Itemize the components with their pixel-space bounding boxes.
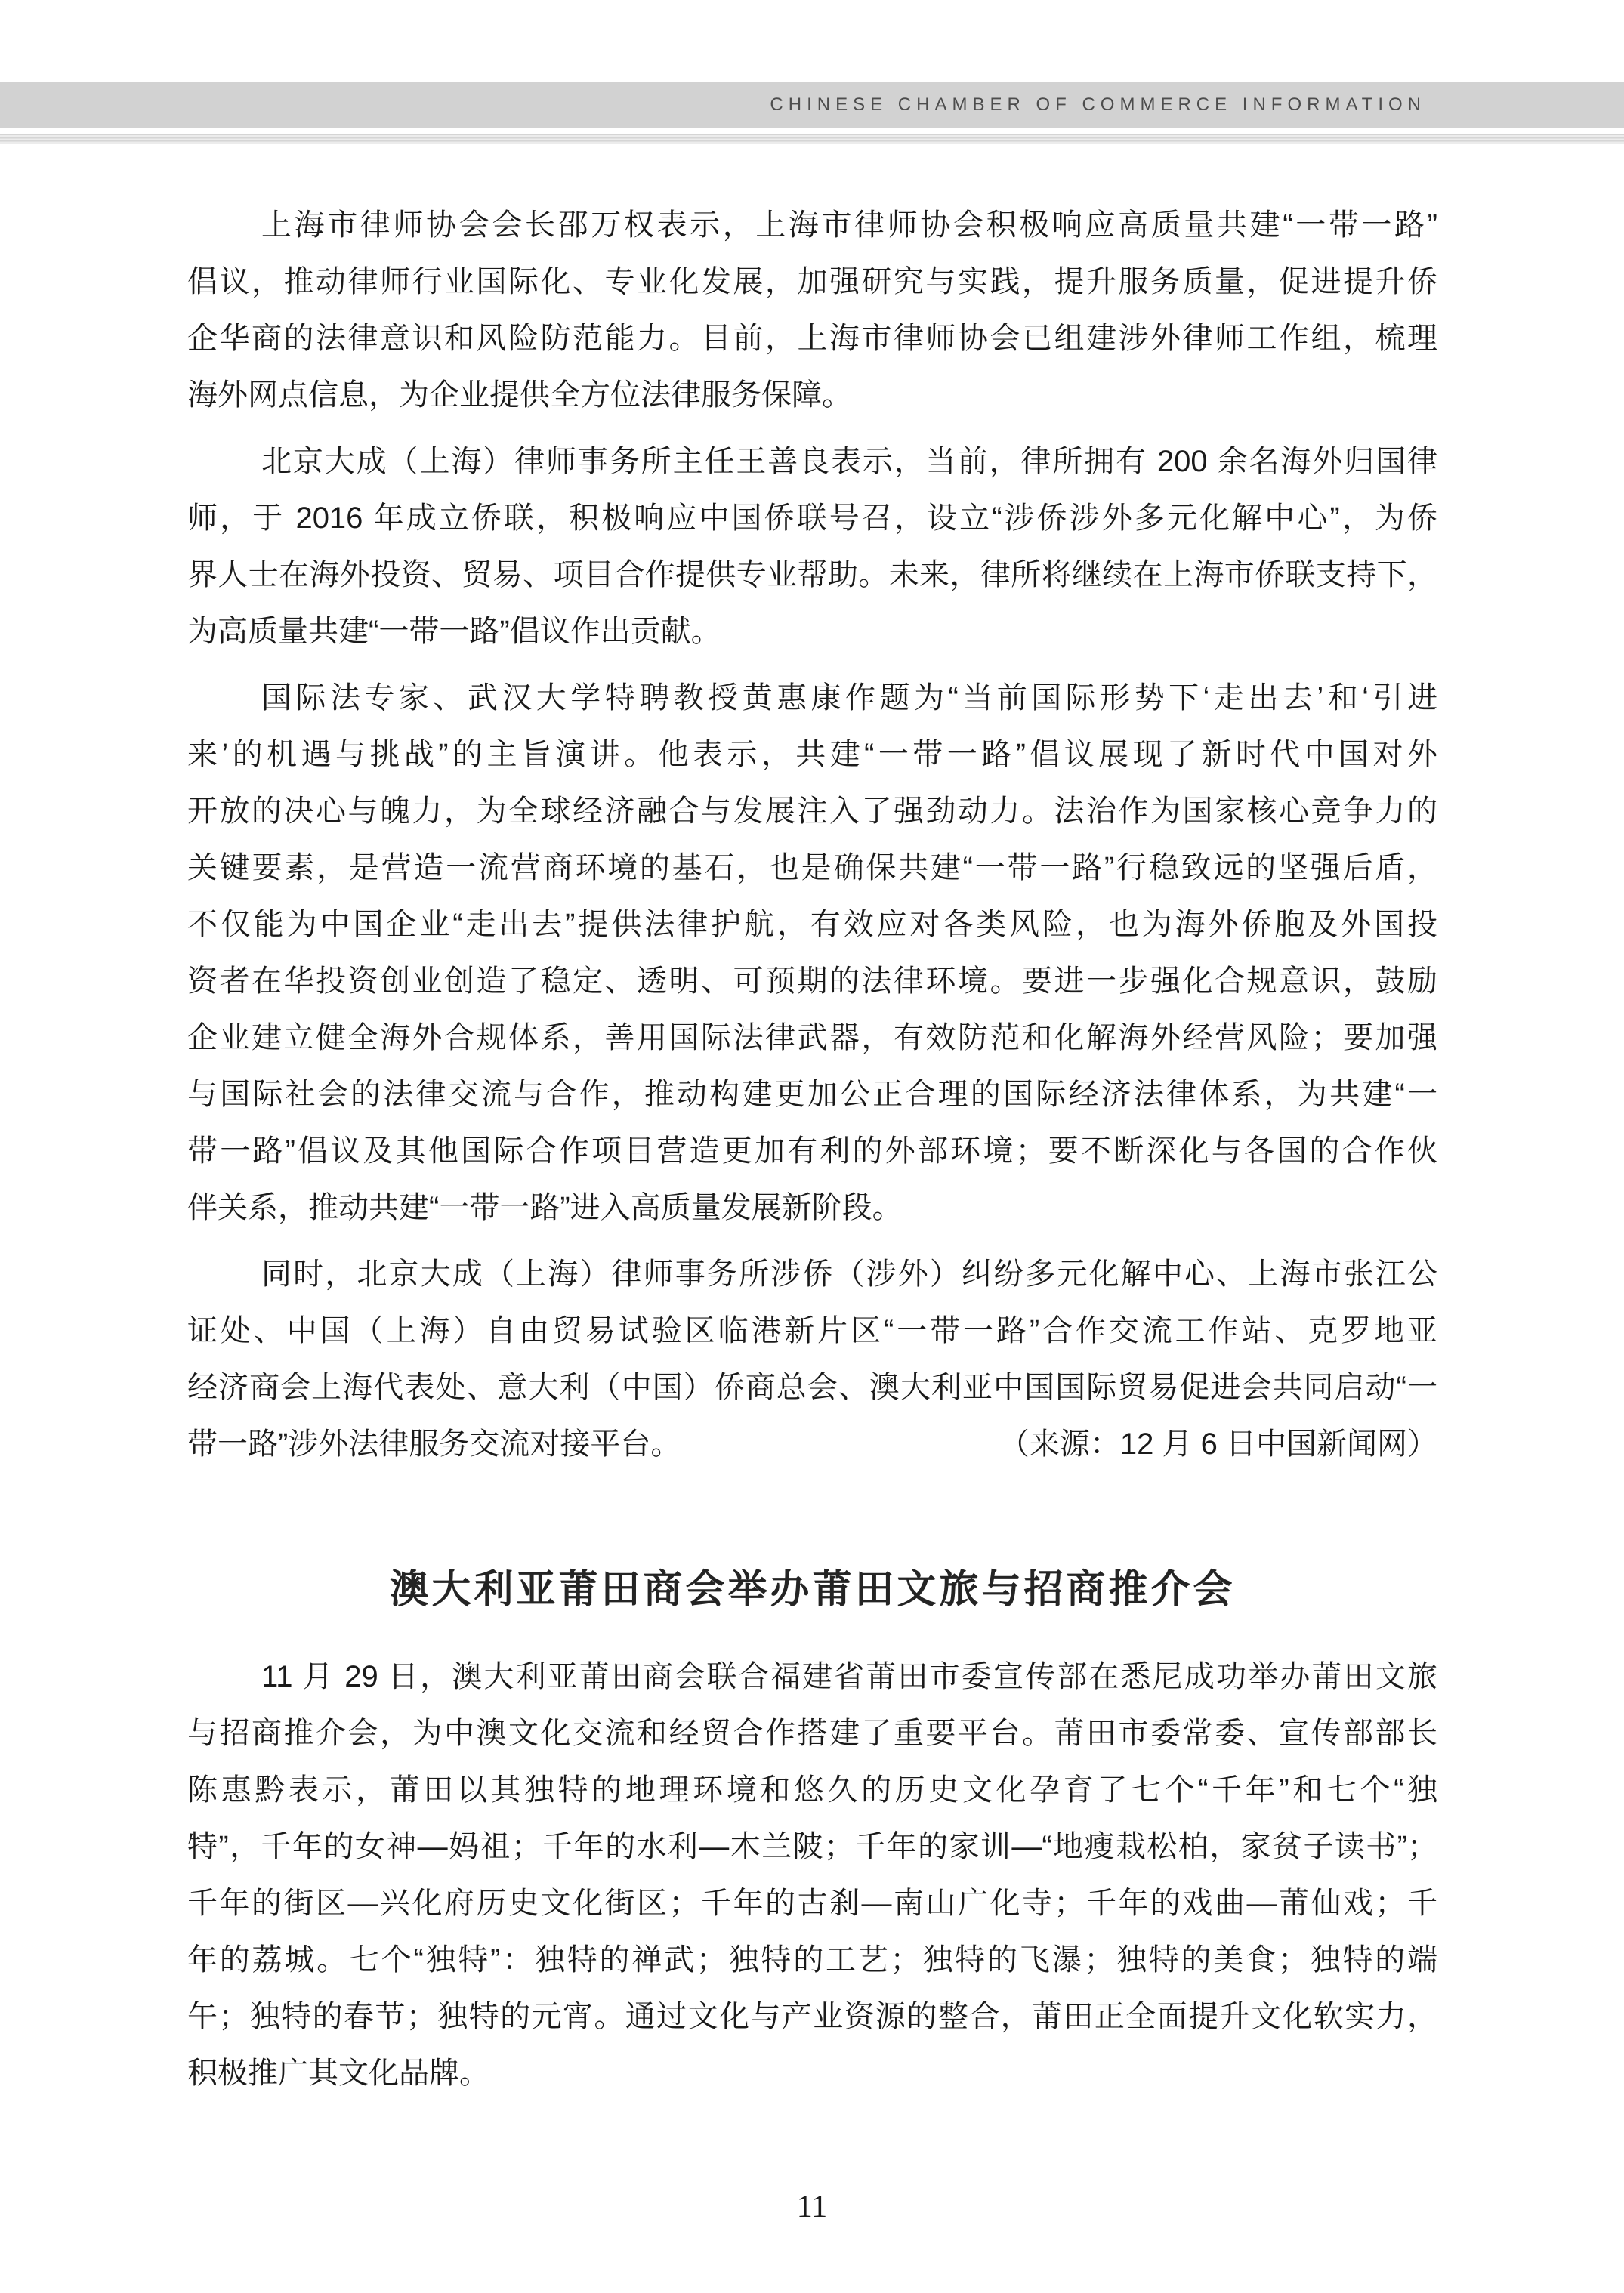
text-line: 资者在华投资创业创造了稳定、透明、可预期的法律环境。要进一步强化合规意识，鼓励 [187, 964, 1437, 998]
text-line: 北京大成（上海）律师事务所主任王善良表示，当前，律所拥有 200 余名海外归国律 [261, 445, 1437, 478]
page-content [187, 197, 1437, 2112]
text-line: 年的荔城。七个“独特”：独特的禅武；独特的工艺；独特的飞瀑；独特的美食；独特的端 [187, 1943, 1437, 1977]
source-citation: （来源：12 月 6 日中国新闻网） [999, 1427, 1437, 1461]
text-line: 倡议，推动律师行业国际化、专业化发展，加强研究与实践，提升服务质量，促进提升侨 [187, 265, 1437, 298]
header-banner-text: CHINESE CHAMBER OF COMMERCE INFORMATION [770, 94, 1426, 115]
header-divider-stripes [0, 134, 1624, 144]
text-line: 积极推广其文化品牌。 [187, 2057, 489, 2090]
paragraph [187, 197, 1437, 424]
text-line: 师，于 2016 年成立侨联，积极响应中国侨联号召，设立“涉侨涉外多元化解中心”，为侨 [187, 501, 1437, 535]
paragraph [187, 1649, 1437, 2102]
header-banner [0, 82, 1624, 128]
text-line: 证处、中国（上海）自由贸易试验区临港新片区“一带一路”合作交流工作站、克罗地亚 [187, 1314, 1437, 1347]
text-line: 界人士在海外投资、贸易、项目合作提供专业帮助。未来，律所将继续在上海市侨联支持下， [187, 558, 1437, 591]
text-line-with-source [187, 1416, 1437, 1473]
text-line: 上海市律师协会会长邵万权表示，上海市律师协会积极响应高质量共建“一带一路” [261, 208, 1437, 242]
text-line: 企华商的法律意识和风险防范能力。目前，上海市律师协会已组建涉外律师工作组，梳理 [187, 322, 1437, 355]
text-line: 企业建立健全海外合规体系，善用国际法律武器，有效防范和化解海外经营风险；要加强 [187, 1021, 1437, 1054]
text-line: 为高质量共建“一带一路”倡议作出贡献。 [187, 615, 721, 648]
text-line: 海外网点信息，为企业提供全方位法律服务保障。 [187, 378, 852, 412]
text-line: 来’的机遇与挑战”的主旨演讲。他表示，共建“一带一路”倡议展现了新时代中国对外 [187, 738, 1437, 771]
text-line: 经济商会上海代表处、意大利（中国）侨商总会、澳大利亚中国国际贸易促进会共同启动“一 [187, 1371, 1437, 1404]
text-line: 不仅能为中国企业“走出去”提供法律护航，有效应对各类风险，也为海外侨胞及外国投 [187, 908, 1437, 941]
text-line: 带一路”倡议及其他国际合作项目营造更加有利的外部环境；要不断深化与各国的合作伙 [187, 1134, 1437, 1168]
text-line: 开放的决心与魄力，为全球经济融合与发展注入了强劲动力。法治作为国家核心竞争力的 [187, 795, 1437, 828]
paragraph [187, 1246, 1437, 1473]
text-line: 同时，北京大成（上海）律师事务所涉侨（涉外）纠纷多元化解中心、上海市张江公 [261, 1258, 1437, 1291]
text-line: 千年的街区—兴化府历史文化街区；千年的古刹—南山广化寺；千年的戏曲—莆仙戏；千 [187, 1887, 1437, 1920]
text-line: 特”，千年的女神—妈祖；千年的水利—木兰陂；千年的家训—“地瘦栽松柏，家贫子读书”； [187, 1830, 1437, 1863]
article-title: 澳大利亚莆田商会举办莆田文旅与招商推介会 [389, 1568, 1236, 1612]
text-line: 与招商推介会，为中澳文化交流和经贸合作搭建了重要平台。莆田市委常委、宣传部部长 [187, 1717, 1437, 1750]
text-line: 与国际社会的法律交流与合作，推动构建更加公正合理的国际经济法律体系，为共建“一 [187, 1078, 1437, 1111]
text-line: 国际法专家、武汉大学特聘教授黄惠康作题为“当前国际形势下‘走出去’和‘引进 [261, 681, 1437, 714]
page-number: 11 [796, 2190, 828, 2224]
text-line: 伴关系，推动共建“一带一路”进入高质量发展新阶段。 [187, 1191, 903, 1224]
text-line: 午；独特的春节；独特的元宵。通过文化与产业资源的整合，莆田正全面提升文化软实力， [187, 2000, 1437, 2033]
paragraph [187, 670, 1437, 1236]
text-line: 陈惠黔表示，莆田以其独特的地理环境和悠久的历史文化孕育了七个“千年”和七个“独 [187, 1773, 1437, 1807]
paragraph [187, 434, 1437, 660]
text-line: 关键要素，是营造一流营商环境的基石，也是确保共建“一带一路”行稳致远的坚强后盾， [187, 851, 1437, 884]
text-line: 带一路”涉外法律服务交流对接平台。 [187, 1427, 681, 1461]
text-line: 11 月 29 日，澳大利亚莆田商会联合福建省莆田市委宣传部在悉尼成功举办莆田文旅 [261, 1660, 1437, 1693]
